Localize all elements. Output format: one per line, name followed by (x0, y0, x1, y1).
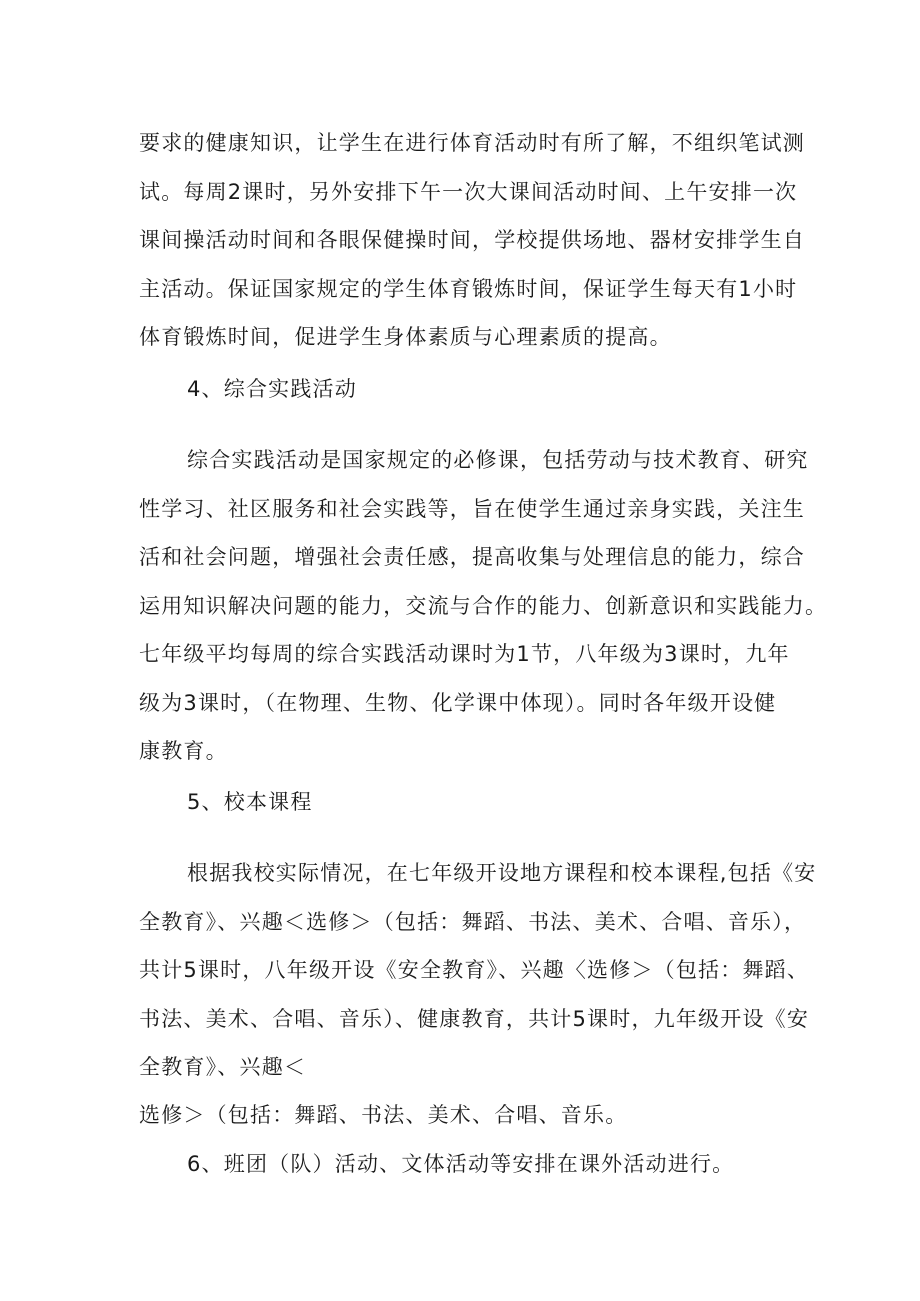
text-line: 级为3课时，（在物理、生物、化学课中体现）。同时各年级开设健 (139, 690, 777, 715)
text-line: 综合实践活动是国家规定的必修课，包括劳动与技术教育、研究 (187, 448, 809, 472)
text-line: 康教育。 (139, 739, 228, 763)
text-line: 要求的健康知识，让学生在进行体育活动时有所了解，不组织笔试测 (139, 131, 805, 155)
paragraph-school-curriculum (139, 849, 839, 1092)
paragraph-practice (139, 436, 839, 776)
text-line: 试。每周2课时，另外安排下午一次大课间活动时间、上午安排一次 (139, 179, 798, 204)
text-line: 性学习、社区服务和社会实践等，旨在使学生通过亲身实践，关注生 (139, 496, 805, 521)
text-line: 全教育》、兴趣＜选修＞（包括：舞蹈、书法、美术、合唱、音乐）， (139, 909, 807, 934)
text-line: 七年级平均每周的综合实践活动课时为1节，八年级为3课时，九年 (139, 642, 790, 666)
text-line: 全教育》、兴趣＜ (139, 1055, 307, 1079)
text-line: 课间操活动时间和各眼保健操时间，学校提供场地、器材安排学生自 (139, 228, 805, 252)
text-line: 书法、美术、合唱、音乐）、健康教育，共计5课时，九年级开设《安 (139, 1006, 810, 1031)
text-line: 运用知识解决问题的能力，交流与合作的能力、创新意识和实践能力。 (139, 593, 828, 618)
paragraph-school-tail: 选修＞（包括：舞蹈、书法、美术、合唱、音乐。 (139, 1103, 628, 1127)
text-line: 主活动。保证国家规定的学生体育锻炼时间，保证学生每天有1小时 (139, 276, 798, 301)
section-heading-4: 4、综合实践活动 (187, 377, 357, 401)
paragraph-pe-continued (139, 119, 839, 362)
text-line: 共计5课时，八年级开设《安全教育》、兴趣〈选修＞（包括：舞蹈、 (139, 958, 810, 982)
text-line: 根据我校实际情况，在七年级开设地方课程和校本课程,包括《安 (187, 861, 817, 885)
text-line: 体育锻炼时间，促进学生身体素质与心理素质的提高。 (139, 325, 672, 349)
section-heading-5: 5、校本课程 (187, 790, 313, 814)
section-heading-6: 6、班团（队）活动、文体活动等安排在课外活动进行。 (187, 1152, 735, 1176)
text-line: 活和社会问题，增强社会责任感，提高收集与处理信息的能力，综合 (139, 545, 805, 569)
